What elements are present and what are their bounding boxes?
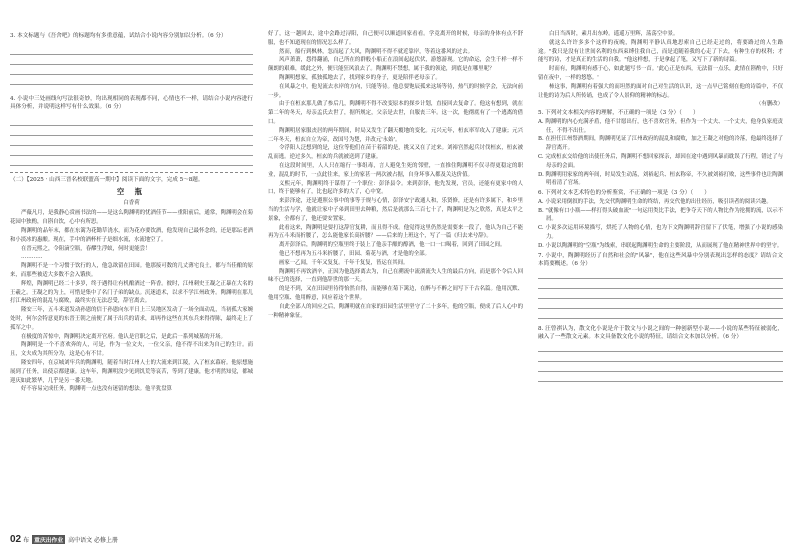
answer-line[interactable]	[538, 372, 783, 382]
answer-line[interactable]	[10, 45, 253, 55]
paragraph: 在极度的苦惊中，陶渊明决定离开官府。他认是官职之后，是此后一系列城墓的开场。	[21, 333, 226, 340]
paragraph: 陶渊明想家，孤独孤地去了，找到家乡的身子，更是陪伴老母亲了。	[279, 74, 441, 81]
answer-line[interactable]	[10, 126, 253, 136]
paragraph: 风声萧萧，怨得翻涌，自己所在的群般小船正在浪间起起伏伏，游悠游现。它的命运，会生千样一样不颠朗的艰难，缓此之外，便只能狂风浪去了。陶渊明不禁想，属于我的领途，到底是在哪里呢？	[268, 57, 523, 73]
answer-line[interactable]	[538, 299, 783, 309]
option-d[interactable]: D. 小说以陶渊明的"空瓶"为线索，串联起陶渊明生命的主要阶段，从而展现了他在精神世界中的坚守。	[538, 242, 783, 249]
paragraph: 然而，船行到枫林，忽而起了大风，陶渊明不得不就近靠岸，等着这番风的过去。	[279, 48, 474, 55]
option-c[interactable]: C. 完成桓玄交给他的出使任务后，陶渊明不想回家探亲，却因在途中遇到风暴而耽误了行程，错过了与母亲的会面。	[538, 153, 783, 169]
answer-line[interactable]	[10, 136, 253, 146]
paragraph: 陶渊明不是一个习惯于饮行的人，他急欲留在田园。他那接可数的几丈薄宅良土，都与当佳酿的原来，而那些被适大多数不会入饿侠。	[10, 263, 253, 278]
paragraph: 义熙元年，陶渊明终于谋得了一个职位：彭泽县令。来到彭泽，他先发现，官员，还能有更家中的人口，终于能够有了，比也起许多的大了，心中宽。	[268, 180, 523, 196]
paragraph: 由于在桓玄那儿做了参后几，陶渊明不得不改变原本的探乡计划，直接回去复命了。他这有想到，就在第二年的冬天，母亲孟氏去世了，据所规定，父亲是去世，自服丧三年。这一次，他彻底有了一个逃离的借口。	[268, 101, 523, 125]
footer-label: 布	[23, 537, 30, 544]
ellipsis-line: …………	[21, 254, 43, 261]
paragraph: 陶渊明是一个不喜欢奔的人，可是，作为一位文夫，一位父亲，他不得不出来为自己的生计。而且，文夫成为其所分为，这是心有不甘。	[10, 342, 253, 358]
paragraph: 就这么许许多多个这样的夜晚，陶渊明平静认真地思索自己已经走过的，将要路过的人生路途。"我只是没有让世间名利的东西束缚住我自己，而是追随着我的心走了下去，有种生存的权利；才能写的诗，才是真正的生活的自我。"他这样想，于是拿起了笔，又写下了新的诗篇。	[538, 39, 783, 64]
paragraph: 他已不想再为五斗米折腰了，田园、菊花与酒，才是他的全部。	[279, 250, 430, 257]
paragraph: 柿这事，陶渊明有着强大的而坦然的面对自己对生活的认识，这一点早已铭刻在他的诗篇中，不仅让他的诗为后人所传诵，也成了令人景仰的精神的标志。	[538, 83, 783, 99]
article-author: 白香荷	[123, 200, 140, 207]
page-footer	[10, 534, 118, 545]
column-left	[10, 0, 253, 556]
answer-line[interactable]	[538, 362, 783, 372]
paragraph: 在这段时间里，人人只在缩行一事组毒，言人避免生死的邻壁，一直推住陶渊明不仅寻得更稳定的职业，混乱的时节，一点此往来，家上的家甚一两次被占据，自身坏事入都及关达价值。	[268, 162, 523, 178]
option-c[interactable]: C. 小说多次运用环境描写，烘托了人物的心情，也为下文陶渊明辞官留下了伏笔，增强了小说的感染力。	[538, 225, 783, 240]
answer-line[interactable]	[10, 116, 253, 126]
section-intro: （二）【2025 · 山西三晋名校联盟高一期中】阅读下面的文字，完成 5～8题。	[10, 176, 204, 183]
paragraph: 陶渊明不再饮酒辛，正因为他选择离去为，自己在溯流中流淌流失人生的最后方向，而是那个令后人回味不已的选择，一直到他辞世的那一天。	[268, 268, 523, 284]
question-4: 4. 小说中三处画线句写法很奇妙，均出现相同的表现都不同，心情也不一样，请结合小说内容进行具体分析，并说明这样写有什么效果。（6 分）	[10, 95, 253, 111]
answer-line[interactable]	[538, 342, 783, 352]
paragraph: 画家一乙闻，千年又复复。千年千复复，皆运在其间。	[279, 259, 409, 266]
paragraph: 陶渊明居家服丧居的两年期间，时局又发生了翻天覆地的变化。元兴元年，桓玄率军攻入了建康；元兴二年冬天，桓玄自立为帝，改国号为楚，并改元'永始'。	[268, 127, 523, 143]
paragraph: 辉煌，陶渊明已经二十多岁，终于遇得让有机酿酒过一阵香。彼时，江州刺史王凝之正暴在大名的王羲之。王凝之的为上，可惜是集中了名门子弟的缺点。沉迷道术，以求不学江州政务。陶渊明在那儿打江州政府的混乱与腐败，最终实在无法忍受，辞官离去。	[10, 280, 253, 305]
answer-lines-q4[interactable]	[10, 116, 253, 166]
answer-line[interactable]	[10, 75, 253, 85]
answer-line[interactable]	[10, 65, 253, 75]
paragraph: 时而有，陶渊明有感于心，如此题写书一首。'此心正是东西，无法留一点乐，此情在斟酌中，只好留在夜中，一样的悠悠。'	[538, 66, 783, 81]
answer-line[interactable]	[10, 156, 253, 166]
answer-line[interactable]	[10, 146, 253, 156]
paragraph: 好了，这一趟回去，途中会路过浔阳，自己便可以顺道回家看看。学竟离开的时候，母亲的身体有点不舒服，也不知道现在的情况怎么样了。	[268, 31, 523, 46]
paragraph: 离开彭泽后，陶渊明的空瓶里终于装上了他亲手酿的醇酒，他一口一口喝着，回到了田园之间。	[279, 242, 506, 249]
page-number: 02	[10, 534, 22, 545]
paragraph: 严薇凡月，是我静心赏画书法的——是这么陶渊明的忧酒佳节——重阳前后，通常，陶渊明会在菊花园中独酌，自斟自饮，心中有所思。	[10, 210, 253, 226]
paragraph: 好不容易完成任务，陶渊明一点也没有迷留的想法。他平犹盘算	[21, 386, 172, 393]
question-6: 6. 下列对文本艺术特色的分析鉴赏，不正确的一项是（3 分）（ ）	[538, 190, 710, 197]
question-3: 3. 本文标题与《吾舍吧》的标题均有多重意蕴，试结合小说内容分别加以分析。（6 分）	[10, 33, 227, 39]
section-divider	[10, 172, 253, 173]
paragraph: 令浮阳人泛想到的是，这位等他们在苗于着韶的是，挑又又在了过来。刘裕宫然起兵讨伐桓玄，桓玄被乱而逃。逆过多久，桓玄的兵就被送到了建康。	[268, 145, 523, 161]
answer-lines-q3[interactable]	[10, 45, 253, 85]
option-a[interactable]: A. 小说采用倒叙的手法，先交代陶渊明生命的终结，再交代他的出仕经历，吸引读者的阅读兴趣。	[538, 198, 772, 205]
paragraph: 隆安四年，在京城刘牢兵的陶渊明，随着当时江州人士的大流来到江陵，入了桓玄幕府。他原想施展到了任务，出使京都建康。这车年，陶渊明没少见到饥荒等哀苦，等到了建康，他才明然知觉，都城迎庆如此繁华，几乎是另一番天地。	[10, 359, 253, 384]
column-middle	[268, 0, 523, 556]
question-8: 8. 汪曾祺认为，散文化小说是介于散文与小说之间的一种创新型小说——小说的某些特征被弱化，融入了一些散文元素。本文具备散文化小说的特征，请结合文本加以分析。（6 分）	[538, 325, 783, 341]
answer-lines-q7[interactable]	[538, 269, 783, 319]
answer-line[interactable]	[538, 279, 783, 289]
paragraph: 隆安三年，五斗米道发动孙恩的信于孙恩向东平日上三吴地区发动了一场全面动乱，当初孤大家婉处时，何尔会特意更的东晋王朝之前便了属于出兵的请求，却再作这些在其东兵来得得陈，最终走上了孤军之中。	[10, 307, 253, 331]
question-7: 7. 小说中，陶渊明经历了自然和社会的"风暴"，他在这些风暴中分别表现出怎样的态度？请结合文本简要概述。（6 分）	[538, 252, 783, 268]
column-right	[538, 0, 783, 556]
answer-line[interactable]	[538, 269, 783, 279]
paragraph: 自此全部人的回应之后，陶渊明就在自家的田园生活里坚守了二十多年，他的空瓶，便成了后人心中的一种精神象征。	[268, 303, 523, 319]
answer-lines-q8[interactable]	[538, 342, 783, 382]
option-b[interactable]: B. "就像有口小瓶——样打得头破血流"一句运用类比手法，把争夺天下的人物比作为抢拥的流，以示不屑。	[538, 207, 783, 223]
answer-line[interactable]	[10, 55, 253, 65]
paragraph: 在晋元熙之，令阻滴空瓶，春醪生浮蚁，何时更能尝！	[21, 245, 151, 252]
answer-line[interactable]	[538, 352, 783, 362]
answer-line[interactable]	[538, 309, 783, 319]
source-note: （有删改）	[756, 101, 783, 108]
paragraph: 陶渊明的品年末，都在东篱为花锄草浇水，而为花亦要饮酒，他发现自己最怀念的，还是那坛老酒和小淡冰的惠酿。现在，手中的酒杯杆子是细水流，水流地空了。	[10, 227, 253, 243]
poem-line: 白日当西时，素月出东岭。遥遥万里辉，荡荡空中景。	[549, 31, 679, 37]
answer-line[interactable]	[538, 289, 783, 299]
question-5: 5. 下列对文本相关内容的理解，不正确的一项是（3 分）（ ）	[538, 110, 699, 117]
paragraph: 此看这来，陶渊明是要打这辞官复耕，而且得不成。他觉得这里仍然是需要来一段了，他认为自己不能再为五斗米而折腰了，怎么能他家长高折腰？——后来的上班这个，写了一篇《归去来兮辞》。	[268, 224, 523, 240]
book-badge: 重庆出作业	[32, 535, 65, 544]
footer-text: 高中语文 必修上册	[68, 537, 119, 544]
paragraph: 的是不到，又在田园里待得怡然自得，而能够在菊下篱边，在醉与不醉之间写下千古名篇。他用沉默、他用空瓶、他用醉意，回应着这个世界。	[268, 286, 523, 301]
option-d[interactable]: D. 陶渊明用家家的两年间，时局发生动荡，刘裕起兵、桓玄称帝，不久被刘裕打败，这些事件也让陶渊明看清了官场。	[538, 171, 783, 187]
paragraph: 来彭泽途，还是遵照公事中的事等于规与心情，彭泽安宁政通人和，乐贤修，还是有许多属下，和乡里当的生活与学，他就让家中子弟到田里去种粮，然后是就那么三百七十了，陶渊明是为之欣然，真是太平之景象，全都有了，他还要安置家。	[268, 198, 523, 222]
paragraph: 在风暴之中，他见流去水岸的方向，只能等待。他总要饱辰孤来这场等待，热气的时候学会，无法向前一步。	[268, 83, 523, 99]
option-b[interactable]: B. 在担任江州祭酒期间，陶渊明见证了江州政府的混乱和腐败，加之王凝之对他的冷落，他最终选择了辞官离开。	[538, 136, 783, 152]
article-title: 空 瓶	[117, 187, 146, 197]
option-a[interactable]: A. 陶渊明的内心充满矛盾，他不甘愿出行，也不喜欢官务，但作为一个丈夫、一个丈夫，他身负家庭责任，不得不出仕。	[538, 118, 783, 134]
